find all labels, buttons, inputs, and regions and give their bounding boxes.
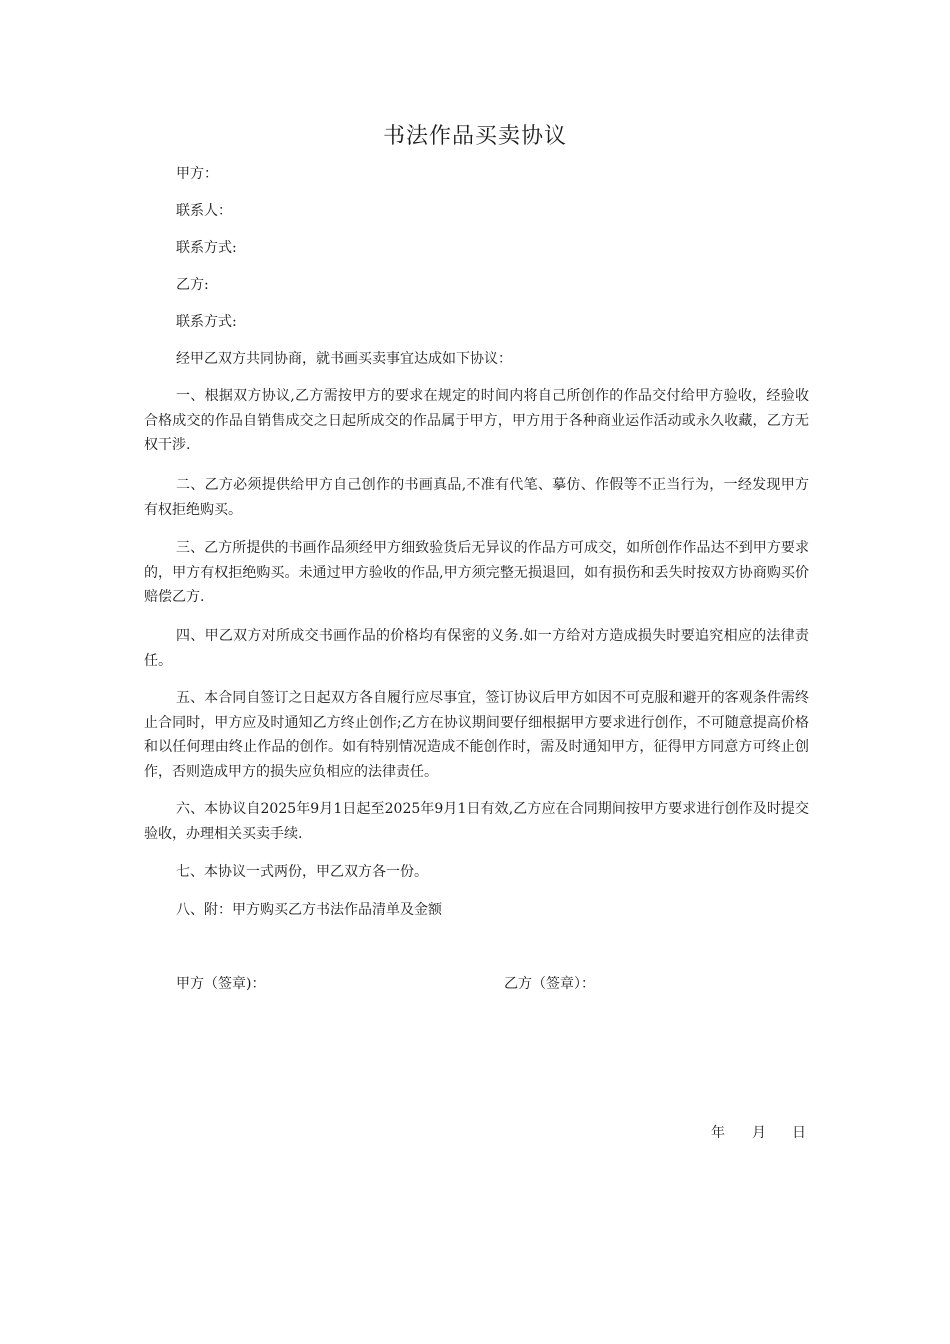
party-a-signature-label: 甲方（签章)： <box>176 976 266 992</box>
date-day-label: 日 <box>792 1125 806 1141</box>
clause-7: 七、本协议一式两份，甲乙双方各一份。 <box>176 864 428 880</box>
date-year-label: 年 <box>711 1125 725 1141</box>
clause-1: 一、根据双方协议,乙方需按甲方的要求在规定的时间内将自己所创作的作品交付给甲方验收，经验收合格成交的作品自销售成交之日起所成交的作品属于甲方，甲方用于各种商业运作活动或永久收藏，乙方无权干涉. <box>144 388 809 453</box>
clause-4: 四、甲乙双方对所成交书画作品的价格均有保密的义务.如一方给对方造成损失时要追究相应的法律责任。 <box>144 628 809 669</box>
clause-3: 三、乙方所提供的书画作品须经甲方细致验货后无异议的作品方可成交，如所创作作品达不到甲方要求的，甲方有权拒绝购买。未通过甲方验收的作品,甲方须完整无损退回，如有损伤和丢失时按双方协商购买价赔偿乙方. <box>144 540 809 605</box>
agreement-intro: 经甲乙双方共同协商，就书画买卖事宜达成如下协议： <box>176 351 512 367</box>
clause-6: 六、本协议自2025年9月1日起至2025年9月1日有效,乙方应在合同期间按甲方要求进行创作及时提交验收，办理相关买卖手续. <box>144 801 809 842</box>
clause-2: 二、乙方必须提供给甲方自己创作的书画真品,不准有代笔、摹仿、作假等不正当行为，一经发现甲方有权拒绝购买。 <box>144 477 809 518</box>
party-b-contact-label: 联系方式: <box>176 314 237 330</box>
document-title: 书法作品买卖协议 <box>382 124 567 149</box>
party-b-signature-label: 乙方（签章）： <box>504 976 595 992</box>
date-month-label: 月 <box>752 1125 766 1141</box>
clause-8: 八、附：甲方购买乙方书法作品清单及金额 <box>176 902 442 918</box>
party-a-label: 甲方： <box>176 166 218 182</box>
contact-person-label: 联系人： <box>176 203 232 219</box>
clause-5: 五、本合同自签订之日起双方各自履行应尽事宜，签订协议后甲方如因不可克服和避开的客观条件需终止合同时，甲方应及时通知乙方终止创作;乙方在协议期间要仔细根据甲方要求进行创作，不可随意提高价格和以任何理由终止作品的创作。如有特别情况造成不能创作时，需及时通知甲方，征得甲方同意方可终止创作，否则造成甲方的损失应负相应的法律责任。 <box>144 690 809 780</box>
party-a-contact-label: 联系方式: <box>176 240 237 256</box>
party-b-label: 乙方: <box>176 277 209 293</box>
